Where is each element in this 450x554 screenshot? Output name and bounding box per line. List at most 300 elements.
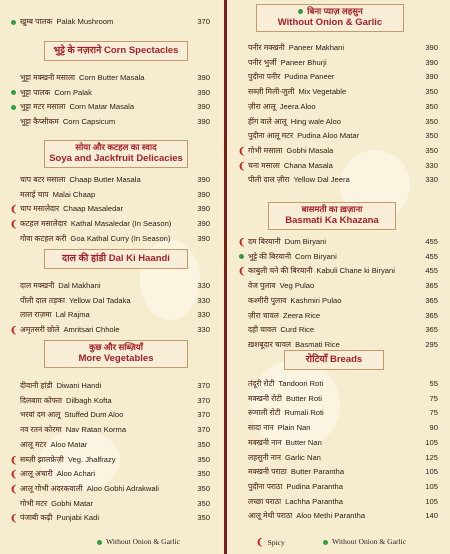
menu-item: [238, 510, 438, 522]
menu-item: [10, 439, 210, 451]
item-marker: [10, 439, 18, 451]
chili-icon: ❨: [238, 266, 246, 277]
item-marker: [10, 87, 18, 99]
item-price: 105: [425, 496, 438, 506]
item-price: 390: [425, 43, 438, 52]
item-marker: [238, 145, 246, 157]
menu-item: [238, 393, 438, 405]
item-name: [248, 86, 346, 98]
menu-item: [238, 437, 438, 449]
item-name-hindi: काबुली चने की बिरयानी: [248, 266, 313, 276]
item-name-hindi: पीली दाल ज़ीरा: [248, 175, 290, 185]
item-marker: [238, 101, 246, 113]
item-price: 455: [425, 237, 438, 246]
item-price: 295: [425, 339, 438, 349]
item-price: 370: [197, 395, 210, 405]
item-name-hindi: दीवानी हांडी: [20, 381, 53, 390]
legend-spicy-label: Spicy: [267, 538, 285, 547]
item-name: [248, 280, 314, 292]
item-name-hindi: खुम्ब पालक: [20, 17, 53, 26]
item-name-english: Corn Capsicum: [62, 117, 116, 127]
chili-icon: ❨: [238, 145, 246, 156]
item-name-hindi: पनीर मक्खनी: [248, 43, 285, 52]
menu-item: [10, 454, 210, 466]
item-marker: [10, 498, 18, 510]
item-name-hindi: चना मसाला: [248, 160, 280, 170]
menu-item: [238, 130, 438, 142]
item-price: 330: [425, 175, 438, 185]
item-price: 455: [425, 266, 438, 276]
item-name-english: Corn Matar Masala: [69, 102, 135, 112]
item-name: [248, 422, 311, 434]
item-marker: [238, 452, 246, 464]
item-name: [20, 116, 115, 128]
item-marker: [10, 280, 18, 292]
item-marker: [238, 422, 246, 434]
item-marker: [10, 101, 18, 113]
item-name-english: Veg. Jhalfrazy: [67, 454, 116, 464]
item-marker: [10, 116, 18, 128]
item-name-hindi: हींग वाले आलू: [248, 116, 287, 126]
item-name-hindi: आलू मेथी पराठा: [248, 511, 293, 521]
item-marker: [238, 466, 246, 478]
item-name-hindi: वेज पुलाव: [248, 281, 276, 291]
menu-item: [238, 295, 438, 307]
item-name: [248, 452, 321, 464]
item-marker: [238, 393, 246, 405]
item-name-hindi: आलू मटर: [20, 439, 47, 449]
menu-item: [238, 42, 438, 54]
item-name-hindi: लहसुनी नान: [248, 452, 282, 462]
menu-item: [10, 409, 210, 421]
item-marker: [238, 174, 246, 186]
item-name: [20, 409, 123, 421]
item-name-hindi: लाल राज़मा: [20, 310, 52, 320]
item-marker: [238, 310, 246, 322]
item-price: 90: [429, 423, 438, 433]
item-name-hindi: सब्ज़ी झालफ्रेज़ी: [20, 454, 64, 464]
item-marker: [10, 203, 18, 215]
item-marker: [10, 233, 18, 245]
item-price: 455: [425, 251, 438, 261]
item-name-english: Dal Makhani: [58, 281, 101, 290]
item-price: 75: [429, 408, 438, 418]
column-divider: [224, 0, 227, 554]
veg-dot-icon: [97, 540, 102, 545]
menu-item: [238, 452, 438, 464]
section-header: [256, 4, 404, 32]
veg-dot-icon: [11, 105, 16, 110]
item-name: [20, 174, 141, 186]
section-header: [44, 249, 188, 269]
item-name-english: Lachha Parantha: [285, 496, 343, 506]
item-name-english: Paneer Makhani: [288, 43, 345, 52]
item-name-hindi: भुट्टा मटर मसाला: [20, 102, 66, 112]
item-name: [248, 437, 322, 449]
item-name-english: Butter Roti: [286, 393, 322, 403]
item-price: 350: [197, 513, 210, 523]
section-title-english: Breads: [330, 354, 363, 365]
item-name-english: Aloo Methi Parantha: [296, 511, 366, 521]
item-marker: [10, 512, 18, 524]
item-name-hindi: चाप मसालेदार: [20, 204, 60, 214]
item-name-hindi: मलाई चाप: [20, 189, 49, 199]
item-marker: [238, 481, 246, 493]
item-name-hindi: मक्खनी पराठा: [248, 467, 287, 477]
item-marker: [10, 468, 18, 480]
item-name-english: Zeera Rice: [282, 310, 321, 320]
menu-item: [10, 189, 210, 201]
item-name-english: Butter Nan: [285, 437, 322, 447]
section-title-hindi: रोटियाँ: [305, 354, 328, 365]
left-menu-column: [0, 0, 222, 536]
item-name-hindi: रूमाली रोटी: [248, 408, 281, 418]
section-title: [45, 250, 187, 268]
item-name-hindi: आलू गोभी अदरकवाली: [20, 483, 83, 493]
item-name: [248, 236, 326, 248]
item-name-english: Garlic Nan: [285, 452, 321, 462]
item-price: 105: [425, 437, 438, 447]
item-name: [248, 510, 365, 522]
item-name-english: Yellow Dal Tadaka: [68, 295, 131, 305]
item-name-english: Amritsari Chhole: [63, 325, 120, 335]
item-name-hindi: ज़ीरा चावल: [248, 310, 279, 320]
item-name: [20, 295, 131, 307]
item-marker: [10, 189, 18, 201]
item-price: 390: [197, 219, 210, 229]
legend-left: [96, 536, 180, 548]
item-name: [248, 407, 324, 419]
item-name: [20, 87, 92, 99]
item-price: 125: [425, 452, 438, 462]
item-name: [248, 130, 359, 142]
menu-item: [238, 265, 438, 277]
item-price: 350: [425, 145, 438, 155]
item-name: [248, 251, 337, 263]
menu-item: [10, 512, 210, 524]
section-title-hindi: कुछ और सब्ज़ियाँ: [89, 342, 143, 352]
item-name-hindi: भुट्टे की बिरयानी: [248, 251, 292, 261]
item-price: 365: [425, 281, 438, 291]
menu-item: [238, 310, 438, 322]
item-name-hindi: भुट्टा पालक: [20, 87, 51, 97]
item-name: [20, 512, 99, 524]
section-header: [44, 140, 188, 168]
item-name-english: Chana Masala: [283, 160, 333, 170]
item-name: [248, 393, 322, 405]
item-name-hindi: गोभी मटर: [20, 498, 48, 508]
item-name-english: Tandoori Roti: [278, 379, 324, 388]
item-marker: [10, 16, 18, 28]
item-price: 330: [425, 160, 438, 170]
menu-item: [10, 203, 210, 215]
item-price: 390: [197, 204, 210, 214]
veg-dot-icon: [323, 540, 328, 545]
menu-item: [238, 422, 438, 434]
item-name-hindi: भुट्टा कैप्सीकम: [20, 117, 59, 127]
item-marker: [10, 395, 18, 407]
item-name-english: Pudina Parantha: [286, 481, 343, 491]
item-name-english: Jeera Aloo: [279, 101, 316, 111]
item-marker: [10, 295, 18, 307]
item-name: [20, 454, 116, 466]
item-name-english: Kabuli Chane ki Biryani: [316, 266, 395, 276]
item-name: [248, 116, 341, 128]
menu-item: [10, 309, 210, 321]
item-name-english: Corn Palak: [54, 87, 92, 97]
item-marker: [10, 324, 18, 336]
item-name: [20, 203, 123, 215]
item-name-english: Kathal Masaledar (In Season): [70, 219, 172, 229]
item-name-hindi: ख़शबूदार चावल: [248, 339, 292, 349]
item-name: [248, 466, 344, 478]
item-name: [20, 218, 171, 230]
item-price: 390: [197, 175, 210, 184]
section-title-hindi: दाल की हांडी: [62, 253, 107, 264]
item-name-english: Yellow Dal Jeera: [293, 175, 350, 185]
menu-item: [10, 116, 210, 128]
item-name-hindi: चाप बटर मसाला: [20, 175, 66, 184]
item-marker: [10, 218, 18, 230]
item-price: 350: [425, 131, 438, 141]
section-title-hindi: भुट्टे के नज़राने: [53, 45, 102, 56]
legend-right: [322, 536, 406, 548]
item-name-english: Chaap Masaledar: [63, 204, 124, 214]
item-name-hindi: भरवां दम आलू: [20, 410, 61, 420]
menu-item: [238, 116, 438, 128]
item-price: 370: [197, 17, 210, 26]
section-title-hindi-line: [257, 5, 403, 17]
menu-item: [10, 295, 210, 307]
item-name-hindi: पीली दाल तड़का: [20, 295, 65, 305]
item-name: [20, 483, 159, 495]
menu-item: [238, 71, 438, 83]
chili-icon: ❨: [256, 537, 264, 547]
item-name-english: Corn Butter Masala: [79, 73, 145, 82]
menu-item: [10, 468, 210, 480]
item-marker: [10, 483, 18, 495]
menu-item: [238, 86, 438, 98]
item-marker: [238, 496, 246, 508]
menu-item: [10, 16, 210, 28]
item-name: [20, 280, 101, 292]
legend-spicy: [256, 536, 285, 549]
item-name-english: Dum Biryani: [284, 237, 327, 246]
item-price: 370: [197, 410, 210, 420]
menu-item: [238, 174, 438, 186]
menu-item: [238, 57, 438, 69]
menu-item: [238, 466, 438, 478]
item-price: 330: [197, 281, 210, 290]
item-name: [248, 481, 343, 493]
item-name-hindi: मक्खनी रोटी: [248, 393, 283, 403]
item-marker: [238, 280, 246, 292]
item-price: 350: [197, 469, 210, 479]
item-name-hindi: गोवा कटहल करी: [20, 233, 67, 243]
item-name-hindi: दम बिरयानी: [248, 237, 281, 246]
item-name-hindi: आलू अचारी: [20, 469, 53, 479]
menu-item: [238, 160, 438, 172]
item-name: [248, 378, 323, 390]
menu-item: [10, 483, 210, 495]
legend-without-onion-garlic: Without Onion & Garlic: [332, 537, 407, 546]
item-price: 350: [197, 483, 210, 493]
item-name-hindi: दही चावल: [248, 325, 277, 335]
item-name-english: Aloo Matar: [50, 439, 88, 449]
menu-item: [10, 424, 210, 436]
item-name-hindi: पनीर भुर्जी: [248, 57, 277, 67]
menu-item: [238, 324, 438, 336]
item-name-hindi: मक्खनी नान: [248, 437, 282, 447]
item-name-hindi: पुदीना पराठा: [248, 481, 283, 491]
item-name-english: Butter Parantha: [290, 467, 345, 477]
chili-icon: ❨: [10, 204, 18, 215]
item-name-english: Aloo Gobhi Adrakwali: [86, 483, 159, 493]
section-header: [44, 340, 188, 368]
section-title-english: Corn Spectacles: [104, 45, 179, 56]
chili-icon: ❨: [238, 237, 246, 247]
item-name-hindi: सादा नान: [248, 423, 274, 433]
item-name-hindi: अमृतसरी छोले: [20, 325, 60, 335]
item-name: [20, 395, 112, 407]
section-title: [285, 351, 383, 369]
item-price: 365: [425, 310, 438, 320]
item-name-english: Paneer Bhurji: [280, 57, 327, 67]
item-name-hindi: पंजाबी कढ़ी: [20, 513, 53, 523]
item-marker: [10, 380, 18, 392]
section-title-hindi: बासमती का ख़ज़ाना: [301, 204, 363, 214]
item-marker: [10, 409, 18, 421]
item-name-english: Pudina Paneer: [284, 72, 335, 82]
item-price: 350: [425, 101, 438, 111]
item-name-hindi: दिलबाग़ कोफ्ता: [20, 395, 63, 405]
item-marker: [238, 57, 246, 69]
menu-item: [238, 145, 438, 157]
item-marker: [238, 236, 246, 248]
menu-item: [10, 87, 210, 99]
item-price: 350: [425, 87, 438, 97]
item-marker: [238, 437, 246, 449]
item-name-english: Kashmiri Pulao: [290, 295, 342, 305]
item-name-hindi: ज़ीरा आलू: [248, 101, 276, 111]
item-price: 370: [197, 425, 210, 435]
veg-dot-icon: [239, 254, 244, 259]
item-marker: [238, 510, 246, 522]
item-marker: [238, 265, 246, 277]
menu-item: [238, 280, 438, 292]
item-price: 390: [425, 72, 438, 82]
item-marker: [238, 407, 246, 419]
section-title: [45, 42, 187, 60]
section-title-hindi: बिना प्याज़ लहसुन: [307, 6, 363, 16]
item-price: 55: [429, 379, 438, 388]
item-price: 365: [425, 295, 438, 305]
item-marker: [238, 378, 246, 390]
item-price: 350: [197, 454, 210, 464]
chili-icon: ❨: [238, 160, 246, 171]
menu-item: [10, 498, 210, 510]
item-name: [20, 424, 126, 436]
item-name-english: Pudina Aloo Matar: [297, 131, 360, 141]
menu-item: [238, 251, 438, 263]
item-marker: [238, 42, 246, 54]
section-title-english: Soya and Jackfruit Delicacies: [49, 153, 183, 164]
item-price: 390: [197, 189, 210, 199]
item-price: 140: [425, 511, 438, 521]
menu-item: [10, 101, 210, 113]
item-price: 350: [197, 439, 210, 449]
item-name-hindi: लच्छा पराठा: [248, 496, 282, 506]
item-name-english: Lal Rajma: [55, 310, 90, 320]
section-title-english: More Vegetables: [78, 353, 154, 364]
menu-item: [238, 496, 438, 508]
item-name: [248, 42, 344, 54]
menu-item: [10, 218, 210, 230]
menu-item: [238, 407, 438, 419]
item-price: 330: [197, 310, 210, 320]
item-price: 330: [197, 325, 210, 335]
chili-icon: ❨: [10, 325, 18, 336]
item-marker: [10, 454, 18, 466]
section-title-hindi-line: [45, 141, 187, 153]
menu-item: [238, 236, 438, 248]
item-name-hindi: सब्ज़ी मिली-जुली: [248, 87, 295, 97]
section-header: [44, 41, 188, 61]
veg-dot-icon: [11, 90, 16, 95]
item-name-english: Rumali Roti: [284, 408, 324, 418]
item-name-hindi: नव रतन कोरमा: [20, 425, 62, 435]
item-name-english: Palak Mushroom: [56, 17, 114, 26]
item-name: [20, 189, 95, 201]
item-price: 390: [197, 73, 210, 82]
item-name: [20, 439, 87, 451]
item-price: 390: [197, 117, 210, 127]
item-name: [248, 324, 314, 336]
item-name-english: Punjabi Kadi: [56, 513, 100, 523]
item-name-hindi: गोभी मसाला: [248, 145, 283, 155]
item-name: [20, 309, 90, 321]
item-marker: [238, 251, 246, 263]
menu-item: [10, 72, 210, 84]
item-marker: [238, 116, 246, 128]
menu-item: [238, 378, 438, 390]
section-header: [268, 202, 396, 230]
item-name-english: Basmati Rice: [295, 339, 340, 349]
item-marker: [10, 72, 18, 84]
item-name: [20, 498, 93, 510]
item-name-english: Stuffed Dum Aloo: [64, 410, 124, 420]
item-name-english: Chaap Butter Masala: [69, 175, 141, 184]
item-name-hindi: कश्मीरी पुलाव: [248, 295, 287, 305]
item-price: 390: [197, 87, 210, 97]
menu-item: [10, 280, 210, 292]
item-price: 365: [425, 325, 438, 335]
item-name-english: Mix Vegetable: [298, 87, 347, 97]
item-price: 370: [197, 381, 210, 390]
section-title-hindi: सोया और कटहल का स्वाद: [75, 142, 157, 152]
item-name-english: Veg Pulao: [279, 281, 315, 291]
item-price: 330: [197, 295, 210, 305]
item-name: [248, 174, 350, 186]
item-name: [20, 16, 113, 28]
menu-item: [10, 324, 210, 336]
right-menu-column: [228, 0, 450, 536]
veg-dot-icon: [298, 9, 303, 14]
item-name-english: Gobhi Masala: [286, 145, 334, 155]
item-name-hindi: तंदूरी रोटी: [248, 379, 275, 388]
chili-icon: ❨: [10, 219, 18, 230]
item-name-english: Diwani Handi: [56, 381, 102, 390]
